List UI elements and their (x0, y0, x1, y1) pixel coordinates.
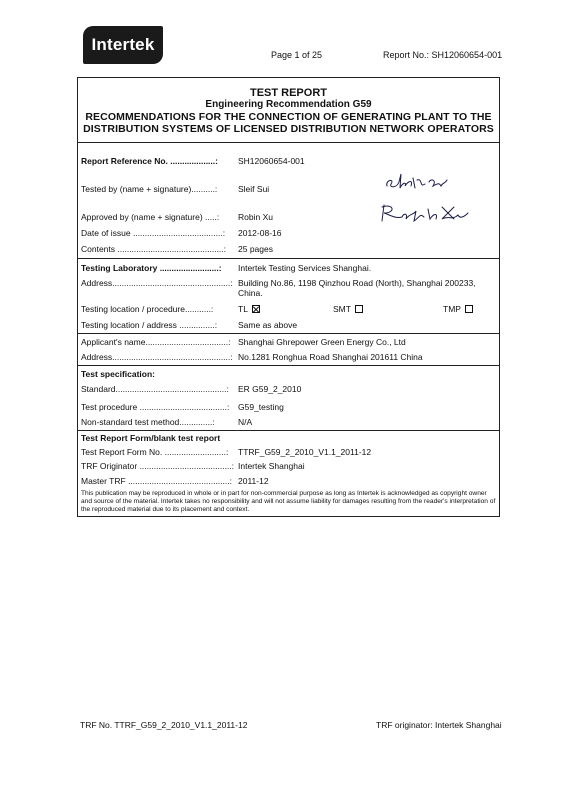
testing-location-address-label: Testing location / address ...............: (81, 320, 218, 330)
option-tmp-label: TMP (443, 304, 461, 314)
lab-address-value: Building No.86, 1198 Qinzhou Road (North), Shanghai 200233, China. (238, 278, 476, 298)
tested-by-signature (383, 170, 453, 194)
page-number: Page 1 of 25 (271, 50, 323, 60)
option-tl-label: TL (238, 304, 248, 314)
report-reference-label: Report Reference No. ...................: (81, 156, 218, 166)
header-report-number: Report No.: SH12060654-001 (383, 50, 503, 60)
testing-location-procedure-label: Testing location / procedure...........: (81, 304, 214, 314)
title-line-1: TEST REPORT (249, 87, 327, 99)
title-line-4: DISTRIBUTION SYSTEMS OF LICENSED DISTRIBUTION NETWORK OPERATORS (83, 123, 494, 135)
testing-laboratory-label: Testing Laboratory .........................: (81, 263, 222, 273)
master-trf-value: 2011-12 (238, 476, 269, 486)
report-frame (77, 77, 500, 517)
non-standard-method-label: Non-standard test method..............: (81, 417, 215, 427)
approved-by-label: Approved by (name + signature) .....: (81, 212, 220, 222)
option-smt-label: SMT (333, 304, 351, 314)
master-trf-label: Master TRF ...........................................: (81, 476, 232, 486)
non-standard-method-value: N/A (238, 417, 253, 427)
footer-trf-number: TRF No. TTRF_G59_2_2010_V1.1_2011-12 (80, 720, 248, 730)
testing-laboratory-value: Intertek Testing Services Shanghai. (238, 263, 372, 273)
contents-label: Contents .............................................: (81, 244, 227, 254)
applicant-address-label: Address..................................................: (81, 352, 233, 362)
option-smt (333, 304, 363, 314)
trf-originator-value: Intertek Shanghai (238, 461, 305, 471)
trf-originator-label: TRF Originator .......................................: (81, 461, 235, 471)
intertek-logo (83, 26, 163, 64)
tl-checkbox-checked[interactable] (252, 305, 260, 313)
approved-by-value: Robin Xu (238, 212, 273, 222)
standard-label: Standard...............................................: (81, 384, 229, 394)
title-line-2: Engineering Recommendation G59 (205, 99, 372, 110)
test-procedure-label: Test procedure .....................................: (81, 402, 230, 412)
option-tl (238, 304, 260, 314)
lab-address-label: Address..................................................: (81, 278, 233, 288)
tested-by-value: Sleif Sui (238, 184, 270, 194)
date-of-issue-label: Date of issue ......................................: (81, 228, 226, 238)
smt-checkbox[interactable] (355, 305, 363, 313)
title-line-3: RECOMMENDATIONS FOR THE CONNECTION OF GENERATING PLANT TO THE (85, 111, 492, 123)
standard-value: ER G59_2_2010 (238, 384, 302, 394)
footer-trf-originator: TRF originator: Intertek Shanghai (376, 720, 502, 730)
logo-text: Intertek (91, 35, 155, 54)
approved-by-signature (376, 201, 476, 225)
testing-location-address-value: Same as above (238, 320, 298, 330)
divider (78, 333, 499, 334)
test-report-form-no-value: TTRF_G59_2_2010_V1.1_2011-12 (238, 447, 372, 457)
contents-value: 25 pages (238, 244, 273, 254)
applicant-name-value: Shanghai Ghrepower Green Energy Co., Ltd (238, 337, 406, 347)
test-procedure-value: G59_testing (238, 402, 284, 412)
report-reference-value: SH12060654-001 (238, 156, 305, 166)
divider (78, 430, 499, 431)
title-block (78, 78, 499, 143)
tested-by-label: Tested by (name + signature)..........: (81, 184, 218, 194)
test-specification-heading: Test specification: (81, 369, 155, 379)
divider (78, 258, 499, 259)
test-report-form-heading: Test Report Form/blank test report (81, 433, 221, 443)
tmp-checkbox[interactable] (465, 305, 473, 313)
applicant-address-value: No.1281 Ronghua Road Shanghai 201611 China (238, 352, 423, 362)
date-of-issue-value: 2012-08-16 (238, 228, 282, 238)
test-report-form-no-label: Test Report Form No. ..........................: (81, 447, 229, 457)
copyright-note: This publication may be reproduced in whole or in part for non-commercial purpose as long as Intertek is acknowledged as copyright owner and source of the material. Intertek takes no responsibility and will not assume liability for damages resulting from the reader's interpretation of the reproduced material due to its placement and context. (81, 490, 496, 513)
option-tmp (443, 304, 473, 314)
divider (78, 365, 499, 366)
applicant-name-label: Applicant's name...................................: (81, 337, 231, 347)
